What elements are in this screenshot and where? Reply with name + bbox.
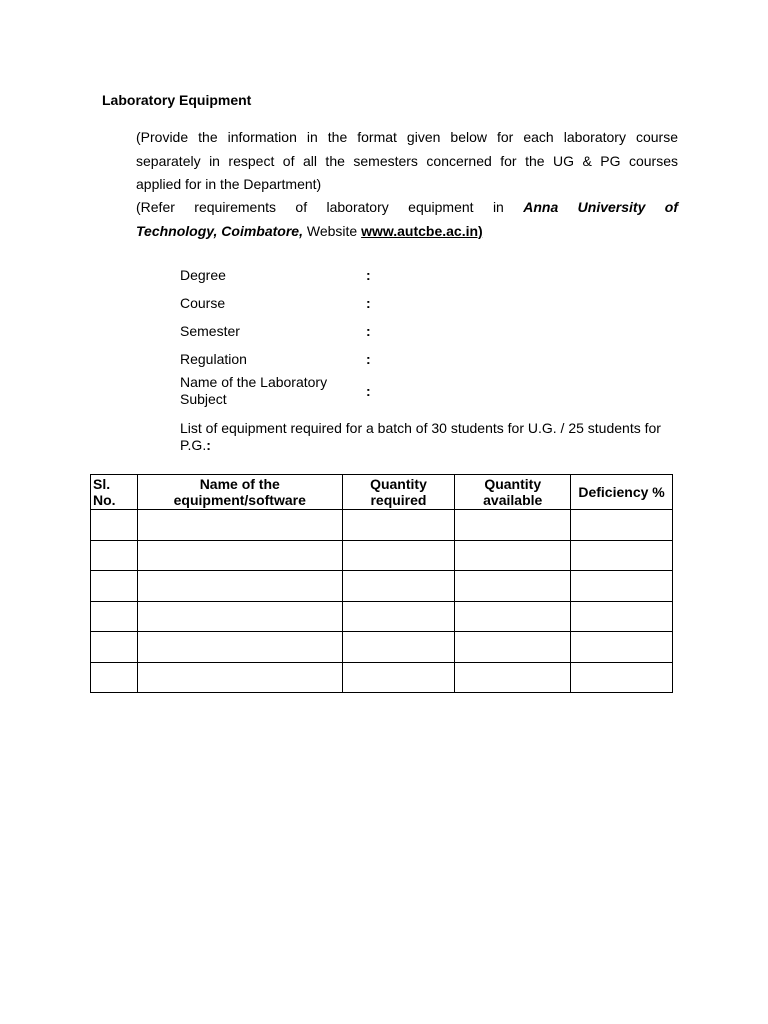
table-cell bbox=[137, 632, 342, 663]
header-sl-no bbox=[91, 475, 138, 510]
table-cell bbox=[137, 571, 342, 602]
table-row bbox=[91, 540, 673, 571]
refer-line-1 bbox=[136, 196, 678, 220]
table-row bbox=[91, 632, 673, 663]
table-cell bbox=[342, 540, 455, 571]
table-cell bbox=[342, 571, 455, 602]
table-cell bbox=[455, 510, 571, 541]
table-cell bbox=[571, 662, 673, 693]
website-link[interactable]: www.autcbe.ac.in) bbox=[361, 222, 483, 239]
refer-paragraph bbox=[136, 196, 678, 243]
degree-label: Degree bbox=[180, 267, 226, 283]
table-cell bbox=[571, 510, 673, 541]
table-cell bbox=[91, 632, 138, 663]
header-sl-line2: No. bbox=[93, 492, 116, 508]
table-cell bbox=[455, 571, 571, 602]
table-cell bbox=[91, 510, 138, 541]
table-cell bbox=[91, 601, 138, 632]
table-cell bbox=[571, 632, 673, 663]
intro-line-3: applied for in the Department) bbox=[136, 176, 322, 192]
header-name-line2: equipment/software bbox=[173, 492, 306, 508]
header-qty-req-line2: required bbox=[370, 492, 427, 508]
list-note-text: List of equipment required for a batch of 30 students for U.G. / 25 students for P.G. bbox=[180, 420, 661, 453]
table-cell bbox=[137, 662, 342, 693]
lab-subject-line-1: Name of the Laboratory bbox=[180, 374, 328, 390]
table-cell bbox=[342, 601, 455, 632]
table-cell bbox=[91, 662, 138, 693]
table-row bbox=[91, 601, 673, 632]
table-row bbox=[91, 510, 673, 541]
list-note-colon: : bbox=[206, 437, 211, 453]
table-cell bbox=[342, 510, 455, 541]
header-deficiency: Deficiency % bbox=[571, 475, 673, 510]
table-cell bbox=[137, 510, 342, 541]
table-cell bbox=[137, 601, 342, 632]
equipment-table bbox=[90, 474, 673, 693]
header-name-line1: Name of the bbox=[199, 476, 280, 492]
header-qty-avail-line2: available bbox=[483, 492, 543, 508]
table-cell bbox=[137, 540, 342, 571]
university-name: Anna University of bbox=[523, 199, 678, 215]
table-cell bbox=[91, 571, 138, 602]
semester-label: Semester bbox=[180, 323, 240, 339]
equipment-list-note bbox=[180, 420, 680, 454]
refer-line-2 bbox=[136, 220, 678, 244]
degree-colon: : bbox=[366, 267, 371, 283]
lab-subject-label bbox=[180, 374, 350, 408]
header-sl-line1: Sl. bbox=[93, 476, 111, 492]
table-cell bbox=[571, 540, 673, 571]
course-colon: : bbox=[366, 295, 371, 311]
table-cell bbox=[455, 540, 571, 571]
table-cell bbox=[455, 662, 571, 693]
header-qty-avail-line1: Quantity bbox=[484, 476, 542, 492]
table-row bbox=[91, 571, 673, 602]
university-location: Technology, Coimbatore, bbox=[136, 222, 303, 239]
table-cell bbox=[342, 632, 455, 663]
intro-line-2: separately in respect of all the semesters concerned for the UG & PG courses bbox=[136, 152, 678, 169]
table-row bbox=[91, 662, 673, 693]
table-body bbox=[91, 510, 673, 693]
regulation-label: Regulation bbox=[180, 351, 247, 367]
table-cell bbox=[91, 540, 138, 571]
semester-colon: : bbox=[366, 323, 371, 339]
table-cell bbox=[455, 601, 571, 632]
header-quantity-required bbox=[342, 475, 455, 510]
lab-subject-colon: : bbox=[366, 383, 371, 399]
table-header-row bbox=[91, 475, 673, 510]
table-cell bbox=[571, 571, 673, 602]
table-cell bbox=[571, 601, 673, 632]
section-title: Laboratory Equipment bbox=[102, 92, 252, 108]
intro-paragraph bbox=[136, 126, 678, 197]
table-cell bbox=[342, 662, 455, 693]
header-equipment-name bbox=[137, 475, 342, 510]
table-cell bbox=[455, 632, 571, 663]
header-quantity-available bbox=[455, 475, 571, 510]
lab-subject-line-2: Subject bbox=[180, 391, 227, 407]
intro-line-1: (Provide the information in the format given below for each laboratory course bbox=[136, 129, 678, 145]
refer-text: (Refer requirements of laboratory equipment in bbox=[136, 199, 524, 215]
header-qty-req-line1: Quantity bbox=[370, 476, 427, 492]
regulation-colon: : bbox=[366, 351, 371, 367]
website-label: Website bbox=[302, 222, 362, 239]
course-label: Course bbox=[180, 295, 226, 311]
